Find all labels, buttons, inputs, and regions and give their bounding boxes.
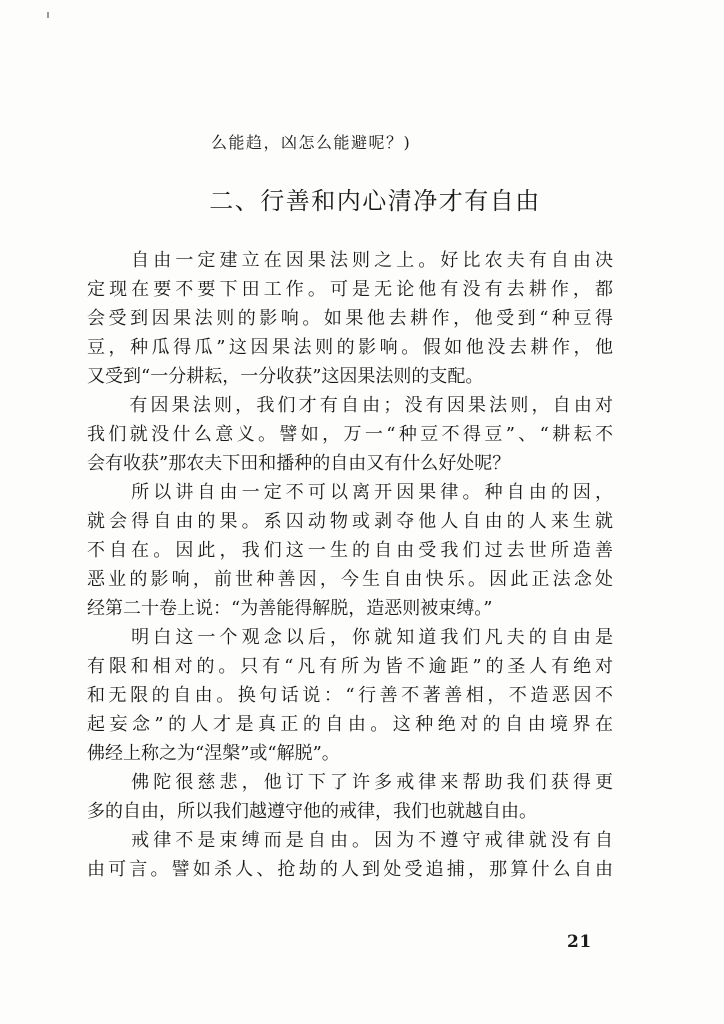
text-line: 有因果法则，我们才有自由；没有因果法则，自由对 xyxy=(87,395,613,416)
text-line: 豆，种瓜得瓜”这因果法则的影响。假如他没去耕作，他 xyxy=(87,337,613,358)
text-line: 佛陀很慈悲，他订下了许多戒律来帮助我们获得更 xyxy=(87,772,613,793)
text-line: 多的自由，所以我们越遵守他的戒律，我们也就越自由。 xyxy=(87,801,537,822)
page-number: 21 xyxy=(567,932,592,952)
section-heading: 二、行善和内心清净才有自由 xyxy=(209,187,541,215)
text-line: 经第二十卷上说：“为善能得解脱，造恶则被束缚。” xyxy=(87,598,493,619)
text-line: 恶业的影响，前世种善因，今生自由快乐。因此正法念处 xyxy=(87,569,613,590)
text-line: 又受到“一分耕耘，一分收获”这因果法则的支配。 xyxy=(87,366,484,387)
body-text xyxy=(87,246,613,884)
text-line: 所以讲自由一定不可以离开因果律。种自由的因， xyxy=(87,482,613,503)
text-line: 会有收获”那农夫下田和播种的自由又有什么好处呢？ xyxy=(87,453,511,474)
text-line: 就会得自由的果。系囚动物或剥夺他人自由的人来生就 xyxy=(87,511,613,532)
text-line: 有限和相对的。只有“凡有所为皆不逾距”的圣人有绝对 xyxy=(87,656,613,677)
text-line: 我们就没什么意义。譬如，万一“种豆不得豆”、“耕耘不 xyxy=(87,424,613,445)
scan-speck xyxy=(47,12,49,18)
carryover-line: 么能趋，凶怎么能避呢？) xyxy=(211,133,412,152)
text-line: 定现在要不要下田工作。可是无论他有没有去耕作，都 xyxy=(87,279,613,300)
text-line: 自由一定建立在因果法则之上。好比农夫有自由决 xyxy=(87,250,613,271)
text-line: 会受到因果法则的影响。如果他去耕作，他受到“种豆得 xyxy=(87,308,613,329)
text-line: 佛经上称之为“涅槃”或“解脱”。 xyxy=(87,743,340,764)
text-line: 由可言。譬如杀人、抢劫的人到处受追捕，那算什么自由 xyxy=(87,859,613,880)
text-line: 起妄念”的人才是真正的自由。这种绝对的自由境界在 xyxy=(87,714,613,735)
text-line: 不自在。因此，我们这一生的自由受我们过去世所造善 xyxy=(87,540,613,561)
text-line: 明白这一个观念以后，你就知道我们凡夫的自由是 xyxy=(87,627,613,648)
text-line: 戒律不是束缚而是自由。因为不遵守戒律就没有自 xyxy=(87,830,613,851)
text-line: 和无限的自由。换句话说：“行善不著善相，不造恶因不 xyxy=(87,685,613,706)
